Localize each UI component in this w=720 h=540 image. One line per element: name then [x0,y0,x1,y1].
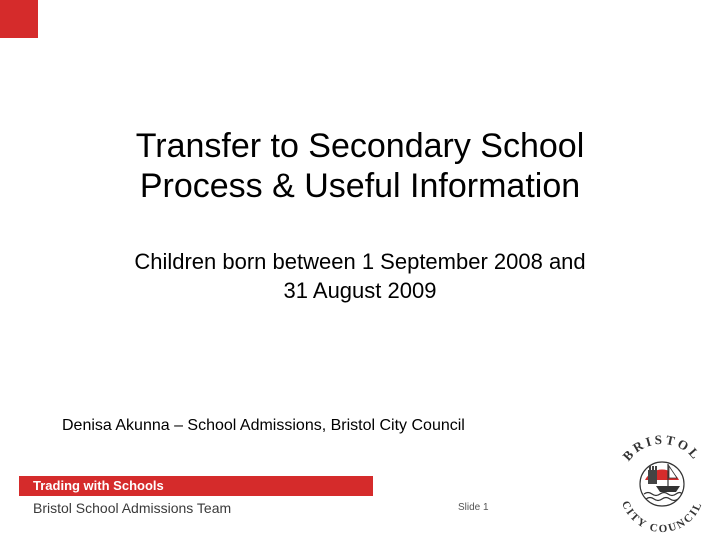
slide-subtitle-line-2: 31 August 2009 [283,278,437,303]
slide-subtitle-line-1: Children born between 1 September 2008 and [134,249,586,274]
corner-accent-square [0,0,38,38]
slide-subtitle [60,247,660,305]
trading-with-schools-label: Trading with Schools [33,478,164,493]
trading-with-schools-banner [19,476,373,496]
ship-emblem-icon [640,462,684,506]
presenter-credit: Denisa Akunna – School Admissions, Bristol City Council [62,417,465,434]
logo-bottom-text: CITY COUNCIL [618,499,706,536]
bristol-city-council-logo [608,430,716,538]
slide-title-line-1: Transfer to Secondary School [135,127,585,165]
slide-title [60,126,660,206]
slide-title-line-2: Process & Useful Information [139,167,581,205]
slide-number: Slide 1 [458,502,489,513]
admissions-team-label: Bristol School Admissions Team [33,500,232,516]
logo-top-text: BRISTOL [619,431,705,464]
